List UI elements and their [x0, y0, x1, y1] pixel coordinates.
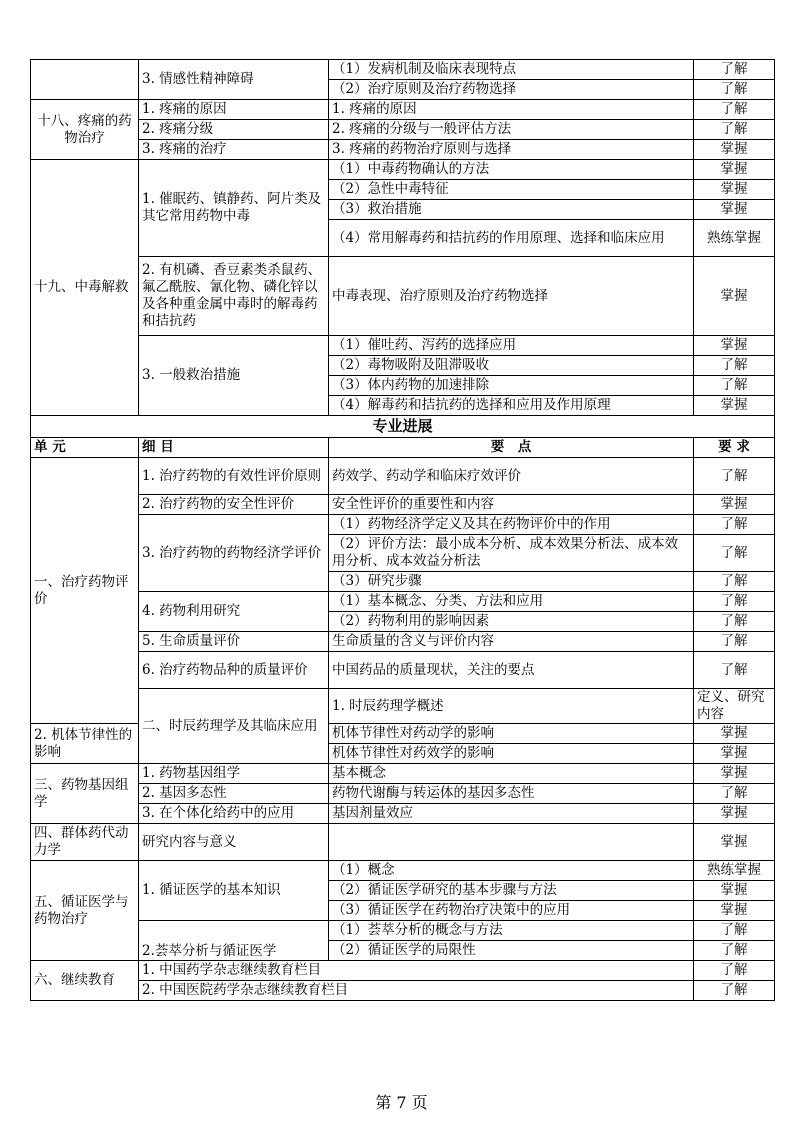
points-cell: （1）荟萃分析的概念与方法: [329, 921, 694, 941]
requirement-cell: 掌握: [694, 901, 775, 921]
unit-cell: 一、治疗药物评价: [31, 458, 139, 724]
points-cell: （3）研究步骤: [329, 572, 694, 592]
unit-cell: 十九、中毒解救: [31, 160, 139, 416]
item-cell: 6. 治疗药物品种的质量评价: [139, 652, 329, 689]
table-row: [31, 961, 775, 981]
item-cell: 5. 生命质量评价: [139, 632, 329, 652]
points-cell: （1）发病机制及临床表现特点: [329, 60, 694, 80]
item-cell: 3. 一般救治措施: [139, 336, 329, 416]
points-cell: 药物代谢酶与转运体的基因多态性: [329, 784, 694, 804]
item-cell: 3. 情感性精神障碍: [139, 60, 329, 100]
header-requirement: 要 求: [694, 438, 775, 458]
item-cell: 1. 治疗药物的有效性评价原则: [139, 458, 329, 495]
points-cell: （4）常用解毒药和拮抗药的作用原理、选择和临床应用: [329, 220, 694, 257]
table-row: [31, 824, 775, 861]
table-row: [31, 804, 775, 824]
points-cell: 基因剂量效应: [329, 804, 694, 824]
page-number: 第 7 页: [375, 1093, 428, 1112]
points-cell: 中毒表现、治疗原则及治疗药物选择: [329, 257, 694, 336]
points-cell: （2）评价方法：最小成本分析、成本效果分析法、成本效用分析、成本效益分析法: [329, 535, 694, 572]
table-row: [31, 100, 775, 120]
points-cell: （1）基本概念、分类、方法和应用: [329, 592, 694, 612]
unit-cell: 三、药物基因组学: [31, 764, 139, 824]
requirement-cell: 掌握: [694, 764, 775, 784]
requirement-cell: 掌握: [694, 495, 775, 515]
requirement-cell: 了解: [694, 515, 775, 535]
item-cell: 2. 基因多态性: [139, 784, 329, 804]
requirement-cell: 掌握: [694, 396, 775, 416]
points-cell: 3. 疼痛的药物治疗原则与选择: [329, 140, 694, 160]
table-row: [31, 140, 775, 160]
unit-cell: 五、循证医学与药物治疗: [31, 861, 139, 961]
requirement-cell: 了解: [694, 80, 775, 100]
points-cell: 机体节律性对药效学的影响: [329, 744, 694, 764]
section-title: 专业进展: [31, 416, 775, 438]
points-cell: （2）药物利用的影响因素: [329, 612, 694, 632]
table-row: [31, 632, 775, 652]
item-cell: 2. 治疗药物的安全性评价: [139, 495, 329, 515]
requirement-cell: 掌握: [694, 180, 775, 200]
table-row: [31, 689, 775, 724]
item-cell: 1. 时辰药理学概述: [329, 689, 694, 724]
points-cell: [329, 824, 694, 861]
requirement-cell: 了解: [694, 921, 775, 941]
requirement-cell: 掌握: [694, 744, 775, 764]
item-cell: 1. 药物基因组学: [139, 764, 329, 784]
points-cell: （3）循证医学在药物治疗决策中的应用: [329, 901, 694, 921]
requirement-cell: 掌握: [694, 160, 775, 180]
unit-cell: 六、继续教育: [31, 961, 139, 1001]
requirement-cell: 掌握: [694, 200, 775, 220]
item-cell: 1. 催眠药、镇静药、阿片类及其它常用药物中毒: [139, 160, 329, 257]
points-cell: （1）概念: [329, 861, 694, 881]
item-cell: 2.荟萃分析与循证医学: [139, 921, 329, 961]
requirement-cell: 了解: [694, 612, 775, 632]
item-cell: 4. 药物利用研究: [139, 592, 329, 632]
item-cell: 2. 疼痛分级: [139, 120, 329, 140]
requirement-cell: 了解: [694, 120, 775, 140]
points-cell: 基本概念: [329, 764, 694, 784]
requirement-cell: 掌握: [694, 881, 775, 901]
requirement-cell: 了解: [694, 652, 775, 689]
table-row: [31, 495, 775, 515]
table-row: [31, 784, 775, 804]
requirement-cell: 了解: [694, 100, 775, 120]
points-cell: （1）催吐药、泻药的选择应用: [329, 336, 694, 356]
table-row: [31, 861, 775, 881]
item-cell: 2. 有机磷、香豆素类杀鼠药、氟乙酰胺、氰化物、磷化锌以及各种重金属中毒时的解毒药和拮抗药: [139, 257, 329, 336]
table-row: [31, 60, 775, 80]
requirement-cell: 了解: [694, 784, 775, 804]
requirement-cell: 了解: [694, 632, 775, 652]
item-cell: 1. 循证医学的基本知识: [139, 861, 329, 921]
item-cell: 1. 疼痛的原因: [139, 100, 329, 120]
requirement-cell: 掌握: [694, 140, 775, 160]
points-cell: （2）急性中毒特征: [329, 180, 694, 200]
requirement-cell: 了解: [694, 376, 775, 396]
item-cell: 研究内容与意义: [139, 824, 329, 861]
points-cell: 中国药品的质量现状，关注的要点: [329, 652, 694, 689]
points-cell: （3）体内药物的加速排除: [329, 376, 694, 396]
item-points-cell: 1. 中国药学杂志继续教育栏目: [139, 961, 694, 981]
table-row: [31, 981, 775, 1001]
table-row: [31, 257, 775, 336]
syllabus-table-body: [31, 60, 775, 1001]
table-row: [31, 458, 775, 495]
points-cell: 药效学、药动学和临床疗效评价: [329, 458, 694, 495]
header-item: 细 目: [139, 438, 329, 458]
item-cell: 2. 机体节律性的影响: [31, 724, 139, 764]
points-cell: （1）中毒药物确认的方法: [329, 160, 694, 180]
syllabus-table: [30, 59, 775, 1001]
table-row: [31, 515, 775, 535]
requirement-cell: 掌握: [694, 724, 775, 744]
unit-cell: 二、时辰药理学及其临床应用: [139, 689, 329, 764]
table-row: [31, 592, 775, 612]
requirement-cell: 了解: [694, 592, 775, 612]
table-row: [31, 120, 775, 140]
points-cell: （3）救治措施: [329, 200, 694, 220]
requirement-cell: 掌握: [694, 804, 775, 824]
requirement-cell: 掌握: [694, 336, 775, 356]
points-cell: （2）毒物吸附及阻滞吸收: [329, 356, 694, 376]
requirement-cell: 了解: [694, 572, 775, 592]
table-row: [31, 438, 775, 458]
item-points-cell: 2. 中国医院药学杂志继续教育栏目: [139, 981, 694, 1001]
table-row: [31, 416, 775, 438]
points-cell: （2）治疗原则及治疗药物选择: [329, 80, 694, 100]
header-points: 要 点: [329, 438, 694, 458]
points-cell: 1. 疼痛的原因: [329, 100, 694, 120]
requirement-cell: 了解: [694, 941, 775, 961]
item-cell: 3. 疼痛的治疗: [139, 140, 329, 160]
points-cell: 生命质量的含义与评价内容: [329, 632, 694, 652]
item-cell: 3. 在个体化给药中的应用: [139, 804, 329, 824]
requirement-cell: 了解: [694, 458, 775, 495]
item-cell: 3. 治疗药物的药物经济学评价: [139, 515, 329, 592]
header-unit: 单 元: [31, 438, 139, 458]
requirement-cell: 熟练掌握: [694, 861, 775, 881]
unit-cell: 四、群体药代动力学: [31, 824, 139, 861]
points-cell: 2. 疼痛的分级与一般评估方法: [329, 120, 694, 140]
points-cell: 机体节律性对药动学的影响: [329, 724, 694, 744]
requirement-cell: 了解: [694, 60, 775, 80]
table-row: [31, 652, 775, 689]
points-cell: （2）循证医学研究的基本步骤与方法: [329, 881, 694, 901]
table-row: [31, 921, 775, 941]
table-row: [31, 160, 775, 180]
requirement-cell: 了解: [694, 535, 775, 572]
points-cell: （4）解毒药和拮抗药的选择和应用及作用原理: [329, 396, 694, 416]
points-cell: 安全性评价的重要性和内容: [329, 495, 694, 515]
unit-cell: [31, 60, 139, 100]
points-cell: （1）药物经济学定义及其在药物评价中的作用: [329, 515, 694, 535]
table-row: [31, 336, 775, 356]
points-cell: （2）循证医学的局限性: [329, 941, 694, 961]
table-row: [31, 764, 775, 784]
points-cell: 定义、研究内容: [694, 689, 775, 724]
requirement-cell: 了解: [694, 961, 775, 981]
requirement-cell: 熟练掌握: [694, 220, 775, 257]
requirement-cell: 掌握: [694, 257, 775, 336]
requirement-cell: 了解: [694, 981, 775, 1001]
requirement-cell: 了解: [694, 356, 775, 376]
unit-cell: 十八、疼痛的药物治疗: [31, 100, 139, 160]
requirement-cell: 掌握: [694, 824, 775, 861]
